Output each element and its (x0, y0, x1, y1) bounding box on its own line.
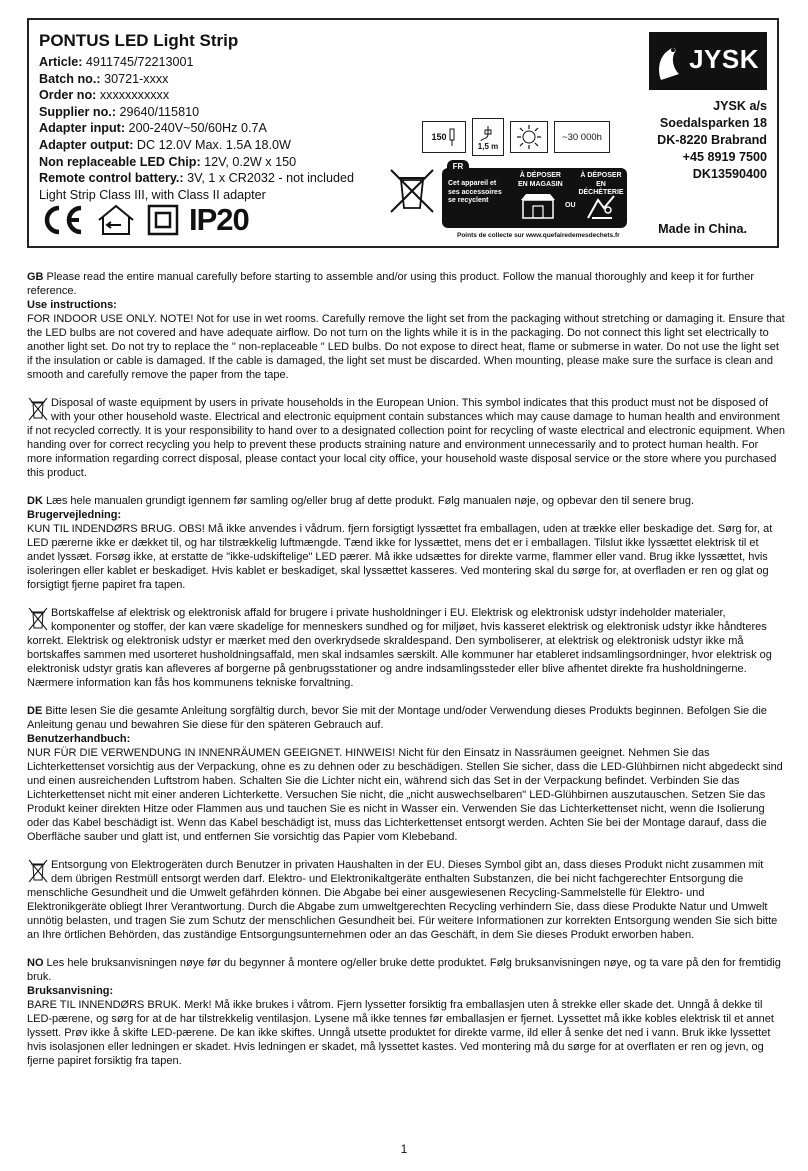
spec-line: Order no: xxxxxxxxxxx (39, 88, 170, 103)
spec-line: Supplier no.: 29640/115810 (39, 104, 200, 119)
product-label-box (27, 18, 779, 248)
spec-line: Adapter input: 200-240V~50/60Hz 0.7A (39, 121, 267, 136)
crossed-bin-icon (27, 606, 49, 632)
section-heading: Benutzerhandbuch: (27, 733, 131, 745)
section-body: NUR FÜR DIE VERWENDUNG IN INNENRÄUMEN GEEIGNET. HINWEIS! Nicht für den Einsatz in Nassräumen geeignet. Nehmen Sie das Lichterkettenset vorsichtig aus der Verpackung, ohne es zu dehnen oder zu beschädigen. Stellen Sie sicher, dass die LED-Glühbirnen nicht abgedeckt sind und einen ausreichenden Luftstrom haben. Schalten Sie die Lichter nicht ein, während sich das Set in der Verpackung befindet. Verbinden Sie das Lichterkettenset nicht mit einer anderen Lichterkette. Versuchen Sie nicht, die „nicht auswechselbaren" LED-Glühbirnen auszutauschen. Setzen Sie das Produkt keiner direkten Hitze oder Flammen aus und tauchen Sie es nicht in Wasser ein. Verwenden Sie das Lichterkettenset nicht, wenn die Isolierung oder das Kabel beschädigt ist. Wenn das Kabel beschädigt ist, muss das Lichterkettenset entsorgt werden. Achten Sie bei der Montage darauf, dass die Oberfläche sauber und glatt ist, und entfernen Sie vorsichtig das Papier vom Klebeband. (27, 747, 783, 843)
brand-name: JYSK (689, 44, 759, 74)
fr-recycle-text: Cet appareil et ses accessoires se recyclent (448, 180, 502, 204)
fr-or: OU (565, 202, 576, 209)
spec-line: Adapter output: DC 12.0V Max. 1.5A 18.0W (39, 137, 291, 152)
fr-recycling-center-label: À DÉPOSER EN DÉCHÈTERIE (578, 172, 624, 196)
cable-length-icon: 1,5 m (472, 118, 504, 156)
spec-line: Batch no.: 30721-xxxx (39, 71, 169, 86)
section-no (27, 956, 785, 1068)
crossed-bin-icon (387, 166, 437, 216)
sun-icon (515, 124, 543, 150)
section-dk (27, 494, 785, 592)
product-specs (39, 30, 419, 203)
class-ii-double-insulation-icon (147, 204, 179, 236)
section-heading: Use instructions: (27, 299, 117, 311)
weee-gb: Disposal of waste equipment by users in private households in the European Union. This symbol indicates that this product must not be disposed of with your other household waste. Electrical and electronic equipment contain substances which may cause damage to human health and environment if not recycled correctly. It is your responsibility to hand over to a designated collection point for recycling of waste electrical and electronic equipment. When handing over for correct recycling you help to prevent these products straining nature and environment unnecessarily and to protect human health. For more information regarding correct disposal, please contact your local city office, your household waste disposal service or the store where you purchased this product. (27, 397, 785, 479)
section-de (27, 704, 785, 844)
led-count-icon: 150 (422, 121, 466, 153)
spec-line: Non replaceable LED Chip: 12V, 0.2W x 150 (39, 154, 297, 169)
fr-tag: FR (447, 160, 469, 174)
spec-line: Article: 4911745/72213001 (39, 55, 194, 69)
recycling-center-icon (584, 192, 618, 222)
made-in: Made in China. (658, 222, 747, 236)
section-heading: Brugervejledning: (27, 509, 122, 521)
product-icons (422, 118, 610, 156)
crossed-bin-icon (27, 858, 49, 884)
product-title: PONTUS LED Light Strip (39, 31, 239, 50)
instructions-body (27, 270, 785, 1082)
light-brightness-icon (510, 121, 548, 153)
weee-de: Entsorgung von Elektrogeräten durch Benutzer in privaten Haushalten in der EU. Dieses Symbol gibt an, dass dieses Produkt nicht zusammen mit dem übrigen Restmüll entsorgt werden darf. Elektro- und Elektronikaltgeräte enthalten Substanzen, die bei nicht fachgerechter Entsorgung die menschliche Gesundheit und die Umwelt gefährden können. Die Abgabe bei einer ausgewiesenen Recycling-Sammelstelle für Elektro- und Elektronikgeräte obliegt Ihrer Verantwortung. Durch die Abgabe zum umweltgerechten Recycling verhindern Sie, dass diese Produkte Natur und Umwelt unnötig belasten, und tragen Sie zum Schutz der menschlichen Gesundheit bei. Für weitere Informationen zur korrekten Entsorgung wenden Sie sich bitte an Ihre örtlichen Behörden, das zuständige Entsorgungsunternehmen oder an das Geschäft, in dem Sie dieses Produkt erworben haben. (27, 859, 778, 941)
section-body: KUN TIL INDENDØRS BRUG. OBS! Må ikke anvendes i vådrum. fjern forsigtigt lyssættet fra emballagen, uden at trække eller beskadige det. Sørg for, at LED pærerne ikke er dækket til, og har tilstrækkelig luftmængde. Tænd ikke for lyssættet, mens det er i emballagen. Tilslut ikke lyssættet elektrisk til et andet lyssæt. Forsøg ikke, at erstatte de "ikke-udskiftelige" LED pærer. Må ikke udsættes for direkte varme, flammer eller vand. Brug ikke lyssættet, hvis isoleringen eller kablet er beskadiget. Hvis kablet er beskadiget, skal lyssættet kasseres. Ved montering skal du sørge for, at overfladen er ren og glat og forsigtigt fjerne papiret fra tapen. (27, 523, 773, 591)
section-intro: GB Please read the entire manual carefully before starting to assemble and/or using this product. Follow the manual thoroughly and keep it for further reference. (27, 271, 755, 297)
section-heading: Bruksanvisning: (27, 985, 114, 997)
ip-rating: IP20 (189, 202, 249, 237)
fr-black-panel (442, 162, 627, 228)
page-number: 1 (400, 1142, 408, 1156)
section-intro: DK Læs hele manualen grundigt igennem før samling og/eller brug af dette produkt. Følg manualen nøje, og opbevar den til senere brug. (27, 495, 695, 507)
led-bulb-icon (447, 127, 457, 147)
weee-dk: Bortskaffelse af elektrisk og elektronisk affald for brugere i private husholdninger i EU. Elektrisk og elektronisk udstyr indeholder materialer, komponenter og stoffer, der kan være skadelige for menneskers sundhed og for miljøet, hvis kasseret elektrisk og elektronisk udstyr ikke håndteres korrekt. Elektrisk og elektronisk udstyr er mærket med den overkrydsede skraldespand. Den symboliserer, at elektrisk og elektronisk udstyr ikke må bortskaffes sammen med usorteret husholdningsaffald, men skal indsamles særskilt. Alle kommuner har etableret indsamlingsordninger, hvor elektrisk og elektronisk udstyr gratis kan afleveres af borgerne på genbrugsstationer og andre indsamlingssteder eller blive afhentet direkte fra husholdningerne. Nærmere information kan fås hos kommunens tekniske forvaltning. (27, 607, 772, 689)
certification-marks (39, 202, 249, 238)
spec-line: Remote control battery.: 3V, 1 x CR2032 - not included (39, 171, 354, 186)
fr-store-label: À DÉPOSER EN MAGASIN (518, 172, 563, 188)
ce-mark-icon (39, 204, 85, 236)
section-intro: NO Les hele bruksanvisningen nøye før du begynner å montere og/eller bruke dette produktet. Følg bruksanvisningen nøye, og ta vare på den for fremtidig bruk. (27, 957, 781, 983)
section-gb (27, 270, 785, 382)
class-note: Light Strip Class III, with Class II adapter (39, 187, 266, 202)
indoor-use-house-icon (95, 203, 137, 237)
crossed-bin-icon (27, 396, 49, 422)
section-body: FOR INDOOR USE ONLY. NOTE! Not for use in wet rooms. Carefully remove the light set from the packaging without stretching or damaging it. Ensure that the LED bulbs are not covered and have adequate airflow. Do not turn on the lights while it is in the packaging. Do not connect this light set electrically to another light set. Do not try to replace the " non-replaceable " LED bulbs. Do not expose to direct heat, flame or submerse in water. Do not use the light set if the insulation or cable is damaged. If the cable is damaged, the light set must be discarded. When mounting, please make sure the surface is clean and smooth and carefully remove the paper from the tape. (27, 313, 785, 381)
company-address: JYSK a/s Soedalsparken 18 DK-8220 Brabrand +45 8919 7500 DK13590400 (657, 99, 767, 181)
section-body: BARE TIL INNENDØRS BRUK. Merk! Må ikke brukes i våtrom. Fjern lyssetter forsiktig fra emballasjen uten å strekke eller skade det. Unngå å dekke til LED-pærene, og sørg for at de har tilstrekkelig ventilasjon. Lysene må ikke tennes før emballasjen er fjernet. Lyssettet må ikke kobles elektrisk til et annet lyssett. Prøv ikke å skifte LED-pærene. De kan ikke skiftes. Unngå utsette produktet for direkte varme, ild eller å senke det ned i vann. Bruk ikke lyssettet hvis isolasjonen eller ledningen er skadet. Hvis ledningen er skadet, må lyssettet kastes. Ved montering må du sørge for at overflaten er ren og jevn, og fjerne papiret forsiktig fra tapen. (27, 999, 774, 1067)
section-intro: DE Bitte lesen Sie die gesamte Anleitung sorgfältig durch, bevor Sie mit der Montage und/oder Verwendung dieses Produkts beginnen. Befolgen Sie die Anleitung genau und bewahren Sie diese für den späteren Gebrauch auf. (27, 705, 767, 731)
fr-recycling-label (387, 162, 639, 246)
lifetime-hours: ~30 000h (554, 121, 610, 153)
jysk-bird-icon (651, 32, 691, 90)
fr-footer-url: Points de collecte sur www.quefairedemesdechets.fr (457, 232, 620, 239)
jysk-logo (649, 32, 767, 90)
store-icon (520, 192, 556, 220)
plug-icon (478, 124, 498, 142)
